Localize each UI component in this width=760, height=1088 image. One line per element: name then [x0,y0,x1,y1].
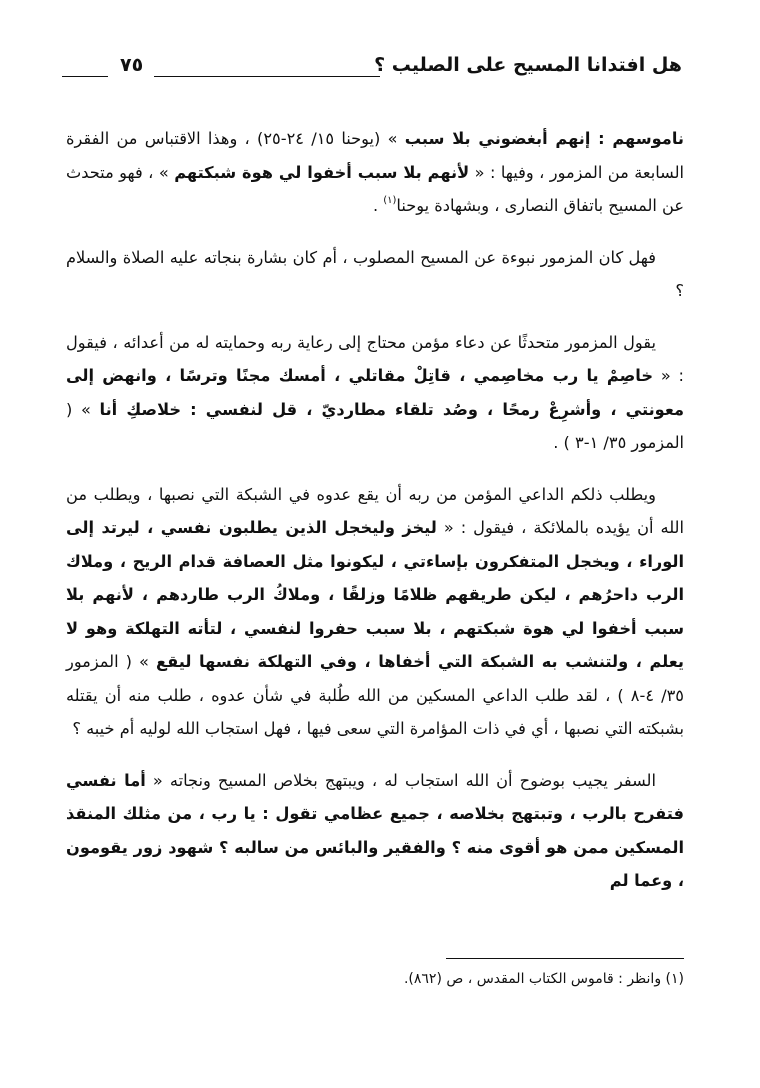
paragraph-p3 [66,326,684,460]
footnote-separator [446,958,684,959]
header-rule-left [62,76,108,77]
quoted-text: ناموسهم : إنهم أبغضوني بلا سبب [404,129,684,148]
quoted-text: لأنهم بلا سبب أخفوا لي هوة شبكتهم [174,162,470,182]
quoted-text: أما نفسي فتفرح بالرب ، وتبتهج بخلاصه ، جميع عظامي تقول : يا رب ، من مثلك المنقذ المسكين ممن هو أقوى منه ؟ والفقير والبائس من سالبه ؟ شهود زور يقومون ، وعما لم [66,770,684,890]
page-number: ٧٥ [120,54,144,76]
header-rule-right [154,76,380,77]
quoted-text: ليخز وليخجل الذين يطلبون نفسي ، ليرتد إلى الوراء ، ويخجل المتفكرون بإساءتي ، ليكونوا مثل العصافة قدام الريح ، وملاك الرب داحرُهم ، ليكن طريقهم ظلامًا وزلقًا ، وملاكُ الرب طاردهم ، لأنهم بلا سبب أخفوا لي هوة شبكتهم ، بلا سبب حفروا لنفسي ، لتأته التهلكة وهو لا يعلم ، ولتنشب به الشبكة التي أخفاها ، وفي التهلكة نفسها ليقع [66,518,684,671]
body-segment: فهل كان المزمور نبوءة عن المسيح المصلوب ، أم كان بشارة بنجاته عليه الصلاة والسلام ؟ [66,247,684,300]
body-segment: السفر يجيب بوضوح أن الله استجاب له ، ويبتهج بخلاص المسيح ونجاته « [145,770,656,790]
footnote: (١) وانظر : قاموس الكتاب المقدس ، ص (٨٦٢). [403,971,684,987]
paragraph-p4 [66,478,684,746]
footnote-marker: (١) [383,195,397,206]
body-segment: » ( المزمور ٣٥/ ١-٣ ) . [66,399,684,452]
body-segment: » ( المزمور ٣٥/ ٤-٨ ) ، لقد طلب الداعي المسكين من الله طُلبة في شأن عدوه ، طلب منه أن يقتله بشبكته التي نصبها ، أي في ذات المؤامرة التي سعى فيها ، فهل استجاب الله لوليه أم خيبه ؟ [66,652,684,738]
running-header [62,48,682,88]
paragraph-p1 [66,122,684,223]
paragraph-p5 [66,764,684,898]
body-text [66,122,684,916]
body-segment: » (يوحنا ١٥/ ٢٤-٢٥) ، وهذا الاقتباس من الفقرة السابعة من المزمور ، وفيها : « [66,129,685,182]
body-segment: . [372,196,384,215]
paragraph-p2 [66,241,684,308]
body-segment: يقول المزمور متحدثًا عن دعاء مؤمن محتاج إلى رعاية ربه وحمايته له من أعدائه ، فيقول : « [66,332,684,385]
body-segment: » ، فهو متحدث عن المسيح باتفاق النصارى ، وبشهادة يوحنا [66,162,684,215]
body-segment: ويطلب ذلكم الداعي المؤمن من ربه أن يقع عدوه في الشبكة التي نصبها ، ويطلب من الله أن يؤيده بالملائكة ، فيقول : « [66,484,684,537]
running-title: هل افتدانا المسيح على الصليب ؟ [374,54,682,76]
quoted-text: خاصِمْ يا رب مخاصِمي ، قاتِلْ مقاتلي ، أمسك مجنًا وترسًا ، وانهض إلى معونتي ، وأشرِعْ رمحًا ، وصُد تلقاء مطارديّ ، قل لنفسي : خلاصكِ أنا [66,366,684,419]
